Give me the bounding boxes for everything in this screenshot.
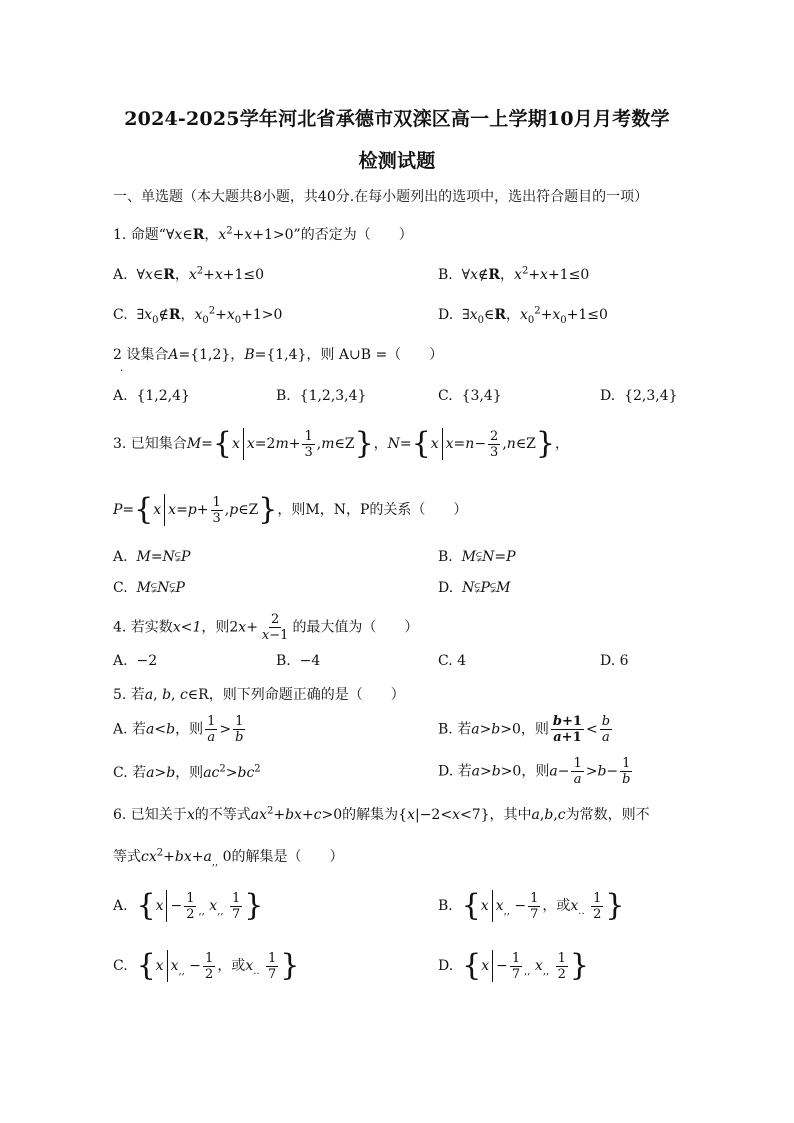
question-4-option-c[interactable]: C. 4 bbox=[438, 653, 467, 669]
stray-dot: · bbox=[120, 366, 124, 377]
question-6-stem-line2: 等式$cx^2+bx+a_{,,}$ 0的解集是（ ） bbox=[113, 847, 344, 868]
question-1-option-c[interactable]: C. $\exists x_0\notin R$，$x_0^2+x_0+1>0$ bbox=[113, 305, 283, 326]
question-1-option-a[interactable]: A. ∀x∈R，$x^2+x+1\le 0$ bbox=[113, 265, 265, 283]
question-1-option-b[interactable]: B. ∀x∉R，$x^2+x+1\le 0$ bbox=[438, 265, 590, 283]
question-3-stem-line2: P={x x=p+ $\frac{1}{3}$ ,p∈Z}，则M，N，P的关系（ ） bbox=[113, 492, 468, 527]
question-4-option-d[interactable]: D. 6 bbox=[600, 653, 629, 669]
question-6-option-c[interactable]: C. {x $x_{,,}$ − $\frac{1}{2}$ ，或$x_{..}$ $\frac{1}{7}$ } bbox=[113, 948, 300, 983]
section-heading: 一、单选题（本大题共8小题，共40分.在每小题列出的选项中，选出符合题目的一项） bbox=[113, 189, 649, 205]
question-3-option-b[interactable]: B. M⫋N=P bbox=[438, 549, 516, 565]
question-2-option-d[interactable]: D. {2,3,4} bbox=[600, 388, 678, 404]
question-3-option-c[interactable]: C. M⫋N⫋P bbox=[113, 580, 185, 596]
question-4-option-b[interactable]: B. −4 bbox=[276, 653, 321, 669]
question-1-stem: 1. 命题“∀x∈R，$x^2+x+1>0$”的否定为（ ） bbox=[113, 225, 413, 243]
question-3-option-a[interactable]: A. M=N⫋P bbox=[113, 549, 191, 565]
question-6-option-d[interactable]: D. {x − $\frac{1}{7}$ $_{,,}$ $x_{,,}$ $\frac{1}{2}$ } bbox=[438, 948, 590, 983]
page-title-line1: 2024-2025学年河北省承德市双滦区高一上学期10月月考数学 bbox=[124, 108, 670, 130]
page-title-line2: 检测试题 bbox=[358, 150, 436, 172]
question-2-option-a[interactable]: A. {1,2,4} bbox=[113, 388, 190, 404]
question-4-stem: 4. 若实数x<1，则2x+ $\frac{2}{x-1}$ 的最大值为（ ） bbox=[113, 612, 419, 643]
question-6-stem: 6. 已知关于x的不等式$ax^2+bx+c>0$的解集为{x|−2<x<7}，其中a,b,c为常数，则不 bbox=[113, 805, 650, 823]
question-5-option-d[interactable]: D. 若a>b>0，则a− $\frac{1}{a}$ >b− $\frac{1}{b}$ bbox=[438, 756, 631, 787]
question-6-option-a[interactable]: A. {x − $\frac{1}{2}$ $_{,,}$ $x_{,,}$ $\frac{1}{7}$ } bbox=[113, 888, 264, 923]
question-5-option-a[interactable]: A. 若a<b，则 $\frac{1}{a}$ > $\frac{1}{b}$ bbox=[113, 714, 244, 745]
question-1-option-d[interactable]: D. $\exists x_0\in R$，$x_0^2+x_0+1\le 0$ bbox=[438, 305, 608, 326]
question-6-option-b[interactable]: B. {x $x_{,,}$ − $\frac{1}{7}$ ，或$x_{..}$ $\frac{1}{2}$ } bbox=[438, 888, 625, 923]
question-2-stem: 2 设集合A={1,2}，B={1,4}，则 A∪B =（ ） bbox=[113, 347, 444, 363]
question-2-option-c[interactable]: C. {3,4} bbox=[438, 388, 502, 404]
question-2-option-b[interactable]: B. {1,2,3,4} bbox=[276, 388, 367, 404]
question-3-option-d[interactable]: D. N⫋P⫋M bbox=[438, 580, 511, 596]
question-3-stem: 3. 已知集合M={x x=2m+ $\frac{1}{3}$ ,m∈Z}，N={x x=n− $\frac{2}{3}$ ,n∈Z}， bbox=[113, 426, 569, 461]
question-5-stem: 5. 若a, b, c∈R，则下列命题正确的是（ ） bbox=[113, 687, 405, 703]
question-5-option-c[interactable]: C. 若a>b，则$ac^2>bc^2$ bbox=[113, 763, 261, 781]
question-5-option-b[interactable]: B. 若a>b>0，则 $\frac{b+1}{a+1}$ < $\frac{b}{a}$ bbox=[438, 714, 611, 745]
question-4-option-a[interactable]: A. −2 bbox=[113, 653, 158, 669]
